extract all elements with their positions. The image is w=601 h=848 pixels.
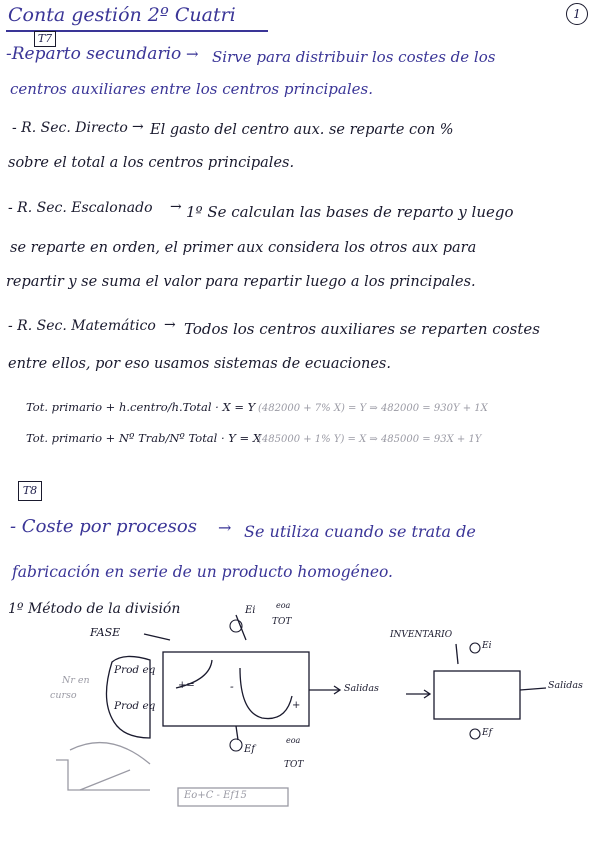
salidas-left-label: Salidas bbox=[344, 683, 379, 694]
arrow-icon: → bbox=[218, 518, 232, 537]
prod-eq-label-2: Prod eq bbox=[114, 700, 156, 712]
tema-7-tag: T7 bbox=[34, 31, 56, 47]
tot-bottom-label: TOT bbox=[284, 760, 304, 770]
prod-eq-label-1: Prod eq bbox=[114, 664, 156, 676]
ef-circle bbox=[230, 739, 242, 751]
reparto-matematico-text-1: Todos los centros auxiliares se reparten costes bbox=[184, 320, 540, 338]
eoa-top-label: eoa bbox=[276, 601, 291, 610]
ei-label: Ei bbox=[245, 605, 256, 616]
reparto-escalonado-text-1: 1º Se calculan las bases de reparto y luego bbox=[186, 203, 514, 221]
reparto-directo-text-2: sobre el total a los centros principales. bbox=[8, 155, 295, 171]
salidas-right-label: Salidas bbox=[548, 680, 583, 691]
reparto-escalonado-text-3: repartir y se suma el valor para repartir luego a los principales. bbox=[6, 274, 476, 290]
formula-1: Tot. primario + h.centro/h.Total · X = Y bbox=[26, 400, 256, 414]
tema-8-tag: T8 bbox=[18, 481, 42, 501]
plus-label: + bbox=[292, 700, 301, 711]
reparto-directo-text-1: El gasto del centro aux. se reparte con % bbox=[150, 122, 454, 138]
plus-eq-label: += bbox=[178, 680, 195, 691]
coste-procesos-text-1: Se utiliza cuando se trata de bbox=[244, 522, 476, 541]
fase-label: FASE bbox=[90, 626, 121, 639]
ei-right-label: Ei bbox=[482, 641, 492, 651]
reparto-secundario-label: -Reparto secundario bbox=[6, 44, 182, 64]
reparto-matematico-label: - R. Sec. Matemático bbox=[8, 318, 156, 334]
arrow-icon: → bbox=[164, 317, 176, 333]
formula-2: Tot. primario + Nº Trab/Nº Total · Y = X bbox=[26, 431, 262, 445]
page-title: Conta gestión 2º Cuatri bbox=[8, 4, 236, 26]
formula-2-example: (485000 + 1% Y) = X ⇒ 485000 = 93X + 1Y bbox=[258, 434, 482, 445]
reparto-secundario-text-1: Sirve para distribuir los costes de los bbox=[212, 48, 496, 66]
minus-label: - bbox=[230, 680, 234, 693]
reparto-escalonado-label: - R. Sec. Escalonado bbox=[8, 200, 153, 216]
reparto-matematico-text-2: entre ellos, por eso usamos sistemas de ecuaciones. bbox=[8, 356, 391, 372]
reparto-escalonado-text-2: se reparte en orden, el primer aux considera los otros aux para bbox=[10, 240, 477, 256]
metodo-division-label: 1º Método de la división bbox=[8, 601, 181, 617]
process-box-right bbox=[434, 671, 520, 719]
arrow-icon: → bbox=[170, 199, 182, 215]
nr-curso-label-1: Nr en bbox=[62, 675, 90, 686]
reparto-secundario-text-2: centros auxiliares entre los centros principales. bbox=[10, 80, 373, 98]
arrow-icon: → bbox=[132, 119, 144, 135]
coste-procesos-text-2: fabricación en serie de un producto homogéneo. bbox=[12, 563, 393, 581]
inner-curve-2 bbox=[240, 668, 292, 719]
coste-procesos-label: - Coste por procesos bbox=[10, 516, 197, 537]
tot-top-label: TOT bbox=[272, 617, 292, 627]
reparto-directo-label: - R. Sec. Directo bbox=[12, 120, 128, 136]
eoa-bottom-label: eoa bbox=[286, 736, 301, 745]
bottom-sketch-label: Eo+C - Ef15 bbox=[184, 790, 247, 801]
salidas-arrow-right bbox=[520, 688, 546, 690]
arrow-icon: → bbox=[186, 45, 199, 63]
ef-right-label: Ef bbox=[482, 728, 492, 738]
ef-label: Ef bbox=[244, 744, 256, 755]
fase-arrow bbox=[144, 634, 170, 640]
inventario-label: INVENTARIO bbox=[390, 630, 453, 640]
formula-1-example: (482000 + 7% X) = Y ⇒ 482000 = 930Y + 1X bbox=[258, 403, 488, 414]
inventario-arrow bbox=[456, 644, 458, 664]
ei-top-arrow bbox=[236, 615, 246, 640]
page-number-badge: 1 bbox=[566, 3, 588, 25]
nr-curso-label-2: curso bbox=[50, 690, 77, 701]
